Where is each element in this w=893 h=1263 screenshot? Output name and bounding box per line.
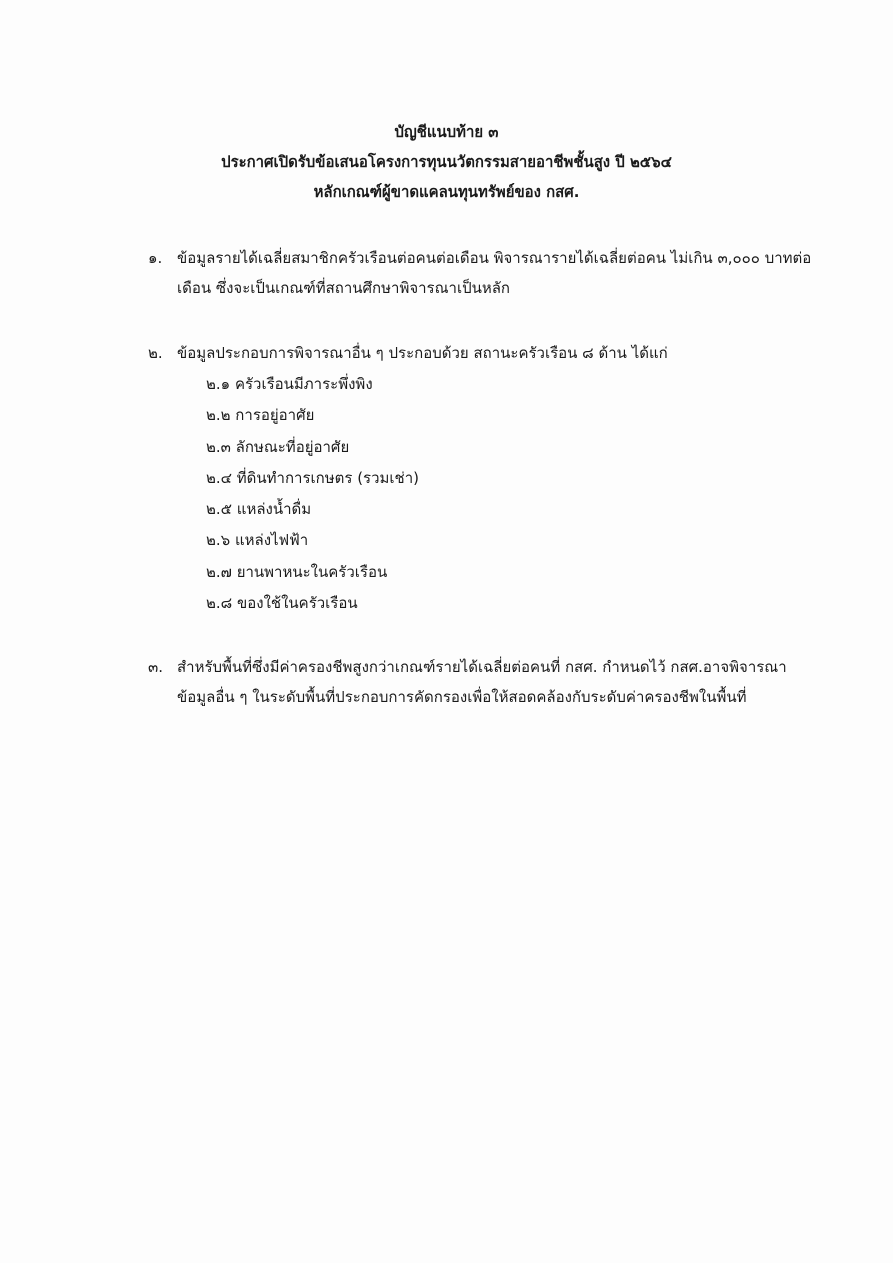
announcement-title: ประกาศเปิดรับข้อเสนอโครงการทุนนวัตกรรมสายอาชีพชั้นสูง ปี ๒๕๖๔ — [221, 153, 672, 171]
criterion-2-line-1: ข้อมูลประกอบการพิจารณาอื่น ๆ ประกอบด้วย สถานะครัวเรือน ๘ ด้าน ได้แก่ — [177, 344, 668, 362]
criterion-2-number: ๒. — [148, 344, 163, 362]
criterion-1-line-1: ข้อมูลรายได้เฉลี่ยสมาชิกครัวเรือนต่อคนต่อเดือน พิจารณารายได้เฉลี่ยต่อคน ไม่เกิน ๓,๐๐๐ บาทต่อ — [177, 249, 812, 267]
criteria-title: หลักเกณฑ์ผู้ขาดแคลนทุนทรัพย์ของ กสศ. — [313, 183, 580, 201]
list-item: ๒.๔ ที่ดินทำการเกษตร (รวมเช่า) — [206, 468, 419, 487]
list-item: ๒.๗ ยานพาหนะในครัวเรือน — [206, 562, 388, 581]
criterion-1-number: ๑. — [148, 249, 163, 267]
criterion-3-line-1: สำหรับพื้นที่ซึ่งมีค่าครองชีพสูงกว่าเกณฑ์รายได้เฉลี่ยต่อคนที่ กสศ. กำหนดไว้ กสศ.อาจพิจารณา — [177, 658, 787, 676]
document-header — [0, 117, 893, 207]
list-item: ๒.๘ ของใช้ในครัวเรือน — [206, 594, 358, 613]
criterion-1-line-2: เดือน ซึ่งจะเป็นเกณฑ์ที่สถานศึกษาพิจารณาเป็นหลัก — [177, 279, 511, 297]
criterion-1 — [148, 243, 811, 303]
list-item: ๒.๑ ครัวเรือนมีภาระพึ่งพิง — [206, 375, 373, 393]
list-item: ๒.๖ แหล่งไฟฟ้า — [206, 531, 309, 550]
criterion-3-line-2: ข้อมูลอื่น ๆ ในระดับพื้นที่ประกอบการคัดกรองเพื่อให้สอดคล้องกับระดับค่าครองชีพในพื้นที่ — [177, 688, 747, 706]
criterion-2 — [148, 338, 668, 368]
list-item: ๒.๕ แหล่งน้ำดื่ม — [206, 500, 312, 519]
criterion-3-number: ๓. — [148, 658, 164, 676]
attachment-title: บัญชีแนบท้าย ๓ — [394, 123, 499, 141]
list-item: ๒.๓ ลักษณะที่อยู่อาศัย — [206, 437, 350, 456]
list-item: ๒.๒ การอยู่อาศัย — [206, 406, 315, 425]
household-status-list — [206, 369, 419, 619]
criterion-3 — [148, 652, 787, 712]
